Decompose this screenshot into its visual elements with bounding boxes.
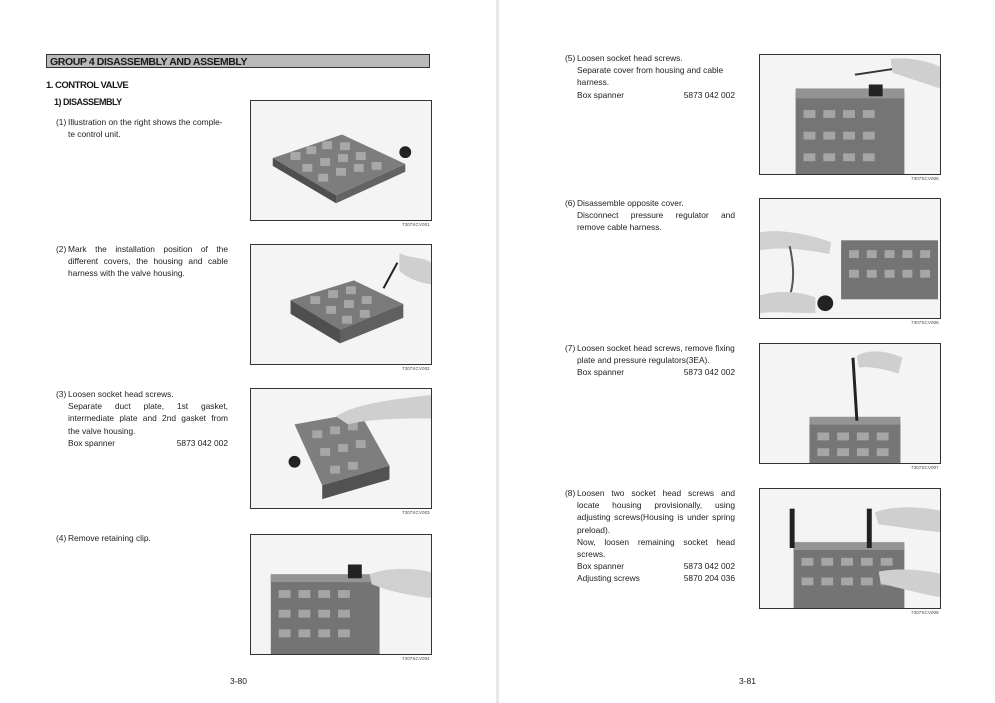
- step-text: Disassemble opposite cover.: [577, 198, 684, 208]
- section-title: 1. CONTROL VALVE: [46, 80, 129, 91]
- right-page: [499, 0, 995, 703]
- step-5: [565, 52, 735, 101]
- tool-row: [577, 89, 735, 101]
- figure-caption: 7307SCV001: [402, 222, 430, 227]
- tool-code: 5873 042 002: [683, 89, 735, 100]
- photo-separate-cover: [759, 54, 941, 175]
- tool-code: 5873 042 002: [176, 437, 228, 448]
- page-number: 3-80: [230, 676, 248, 686]
- step-2: [56, 243, 228, 280]
- photo-retaining-clip: [250, 534, 432, 655]
- step-text: preload).: [577, 524, 611, 535]
- step-4: [56, 532, 228, 544]
- step-number: (8): [565, 488, 576, 498]
- step-text: plate and pressure regulators(3EA).: [577, 355, 710, 366]
- tool-code: 5873 042 002: [683, 367, 735, 378]
- step-text: Remove retaining clip.: [68, 533, 151, 543]
- tool-name: Box spanner: [68, 437, 116, 448]
- step-text: adjusting screws(Housing is under spring: [577, 512, 735, 523]
- tool-name: Adjusting screws: [577, 573, 640, 584]
- page-number: 3-81: [739, 676, 757, 686]
- step-text: the valve housing.: [68, 425, 136, 436]
- figure-caption: 7307SCV008: [911, 610, 939, 615]
- photo-pressure-regulators: [759, 343, 941, 464]
- figure-caption: 7307SCV003: [402, 510, 430, 515]
- step-text: Loosen socket head screws.: [577, 53, 683, 63]
- figure-caption: 7307SCV002: [402, 366, 430, 371]
- step-number: (1): [56, 117, 67, 127]
- step-text: Loosen socket head screws, remove fixing: [577, 343, 735, 353]
- tool-code: 5873 042 002: [683, 561, 735, 572]
- step-1: [56, 116, 228, 140]
- step-text: intermediate plate and 2nd gasket from: [68, 413, 228, 424]
- step-text: te control unit.: [68, 129, 121, 140]
- step-text: screws.: [577, 549, 606, 560]
- step-text: Now, loosen remaining socket head: [577, 536, 735, 547]
- figure-caption: 7307SCV007: [911, 465, 939, 470]
- tool-name: Box spanner: [577, 367, 625, 378]
- step-8: [565, 487, 735, 585]
- step-6: [565, 197, 735, 234]
- step-number: (7): [565, 343, 576, 353]
- step-text: Illustration on the right shows the comple-: [68, 117, 223, 127]
- step-text: remove cable harness.: [577, 222, 662, 233]
- step-text: Loosen socket head screws.: [68, 389, 174, 399]
- figure-caption: 7307SCV004: [402, 656, 430, 661]
- step-3: [56, 388, 228, 449]
- step-number: (4): [56, 533, 67, 543]
- step-number: (5): [565, 53, 576, 63]
- step-text: locate housing provisionally, using: [577, 500, 735, 511]
- tool-name: Box spanner: [577, 89, 625, 100]
- tool-row: [577, 366, 735, 378]
- step-text: Separate cover from housing and cable: [577, 65, 724, 76]
- photo-control-unit: [250, 100, 432, 221]
- step-text: different covers, the housing and cable: [68, 256, 228, 267]
- photo-adjusting-screws: [759, 488, 941, 609]
- step-text: Mark the installation position of the: [68, 244, 228, 254]
- left-page: [0, 0, 496, 703]
- figure-caption: 7307SCV006: [911, 320, 939, 325]
- tool-row: [577, 560, 735, 572]
- step-text: harness.: [577, 77, 610, 88]
- sub-title: 1) DISASSEMBLY: [54, 97, 122, 107]
- tool-row: [577, 572, 735, 584]
- step-number: (6): [565, 198, 576, 208]
- tool-code: 5870 204 036: [683, 573, 735, 584]
- step-text: Disconnect pressure regulator and: [577, 210, 735, 221]
- step-number: (3): [56, 389, 67, 399]
- step-text: harness with the valve housing.: [68, 268, 185, 279]
- step-number: (2): [56, 244, 67, 254]
- tool-row: [68, 437, 228, 449]
- group-header: GROUP 4 DISASSEMBLY AND ASSEMBLY: [46, 54, 430, 68]
- photo-duct-plate: [250, 388, 432, 509]
- tool-name: Box spanner: [577, 561, 625, 572]
- step-7: [565, 342, 735, 379]
- figure-caption: 7307SCV005: [911, 176, 939, 181]
- photo-marking-covers: [250, 244, 432, 365]
- step-text: Loosen two socket head screws and: [577, 488, 735, 498]
- photo-opposite-cover: [759, 198, 941, 319]
- step-text: Separate duct plate, 1st gasket,: [68, 401, 228, 412]
